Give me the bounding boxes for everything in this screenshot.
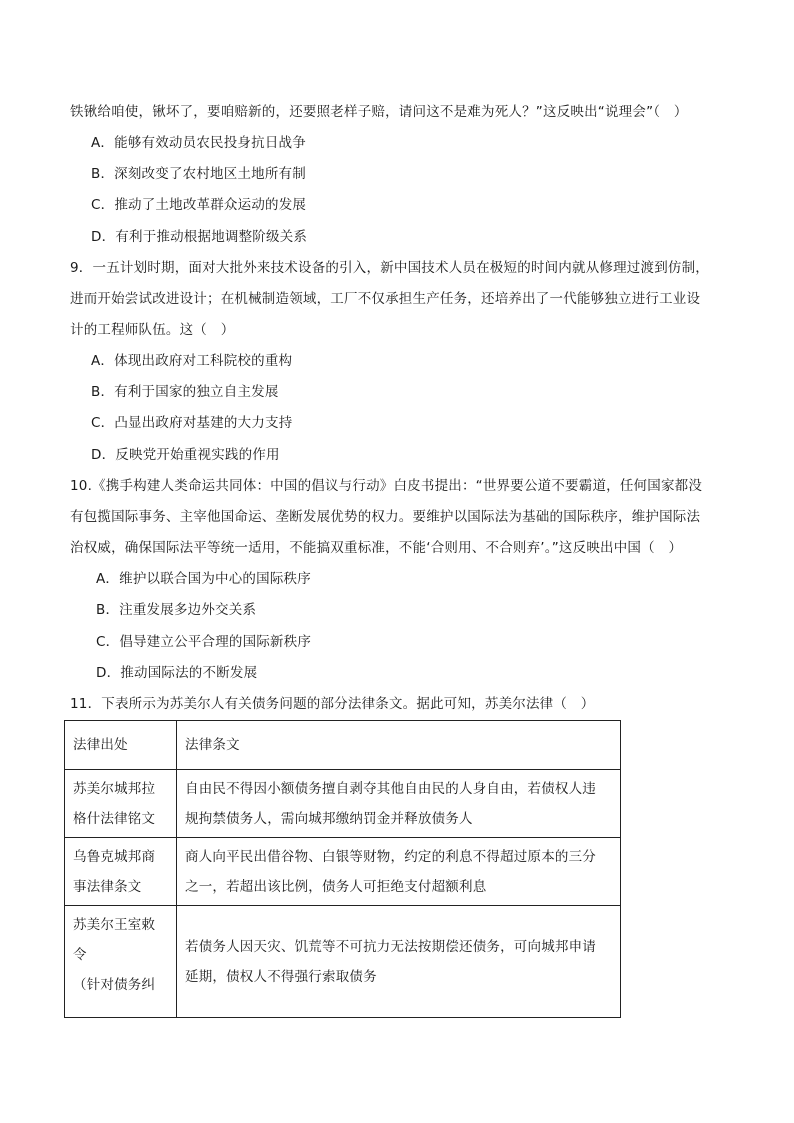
q10-option-b: B．注重发展多边外交关系 — [96, 602, 257, 618]
table-cell-source: 苏美尔城邦拉 格什法律铭文 — [65, 770, 177, 838]
law-table — [64, 720, 621, 1018]
table-row — [65, 906, 621, 1018]
q8-stem-tail: 铁锹给咱使，锹坏了，要咱赔新的，还要照老样子赔，请问这不是难为死人？”这反映出“说理会”（ ） — [70, 104, 688, 120]
table-cell-source: 苏美尔王室敕 令 （针对债务纠 — [65, 906, 177, 1018]
q9-stem-line-3: 计的工程师队伍。这（ ） — [70, 322, 235, 338]
table-cell-article: 自由民不得因小额债务擅自剥夺其他自由民的人身自由，若债权人违 规拘禁债务人，需向城邦缴纳罚金并释放债务人 — [177, 770, 621, 838]
table-row — [65, 770, 621, 838]
table-cell-source: 乌鲁克城邦商 事法律条文 — [65, 838, 177, 906]
q8-option-d: D．有利于推动根据地调整阶级关系 — [91, 229, 308, 245]
q9-option-a: A．体现出政府对工科院校的重构 — [91, 353, 293, 369]
q11-stem: 11．下表所示为苏美尔人有关债务问题的部分法律条文。据此可知，苏美尔法律（ ） — [70, 696, 595, 712]
q9-option-b: B．有利于国家的独立自主发展 — [91, 384, 279, 400]
q8-option-c: C．推动了土地改革群众运动的发展 — [91, 197, 307, 213]
q9-stem-line-1: 9．一五计划时期，面对大批外来技术设备的引入，新中国技术人员在极短的时间内就从修理过渡到仿制， — [70, 260, 709, 276]
q9-option-d: D．反映党开始重视实践的作用 — [91, 447, 280, 463]
q9-stem-line-2: 进而开始尝试改进设计；在机械制造领域，工厂不仅承担生产任务，还培养出了一代能够独立进行工业设 — [70, 291, 701, 307]
q10-stem-line-2: 有包揽国际事务、主宰他国命运、垄断发展优势的权力。要维护以国际法为基础的国际秩序，维护国际法 — [70, 509, 701, 525]
q10-stem-line-1: 10.《携手构建人类命运共同体：中国的倡议与行动》白皮书提出：“世界要公道不要霸道，任何国家都没 — [70, 478, 703, 494]
q10-option-c: C．倡导建立公平合理的国际新秩序 — [96, 634, 312, 650]
q8-option-a: A．能够有效动员农民投身抗日战争 — [91, 135, 306, 151]
table-header-row — [65, 721, 621, 770]
q10-option-d: D．推动国际法的不断发展 — [96, 665, 258, 681]
q10-stem-line-3: 治权威，确保国际法平等统一适用，不能搞双重标准，不能‘合则用、不合则弃’。”这反映出中国（ ） — [70, 540, 683, 556]
q9-option-c: C．凸显出政府对基建的大力支持 — [91, 415, 293, 431]
q10-option-a: A．维护以联合国为中心的国际秩序 — [96, 571, 311, 587]
table-row — [65, 838, 621, 906]
table-cell-article: 若债务人因天灾、饥荒等不可抗力无法按期偿还债务，可向城邦申请 延期，债权人不得强行索取债务 — [177, 906, 621, 1018]
table-cell-article: 商人向平民出借谷物、白银等财物，约定的利息不得超过原本的三分 之一，若超出该比例，债务人可拒绝支付超额利息 — [177, 838, 621, 906]
q8-option-b: B．深刻改变了农村地区土地所有制 — [91, 166, 306, 182]
table-header-article: 法律条文 — [177, 721, 621, 770]
table-header-source: 法律出处 — [65, 721, 177, 770]
